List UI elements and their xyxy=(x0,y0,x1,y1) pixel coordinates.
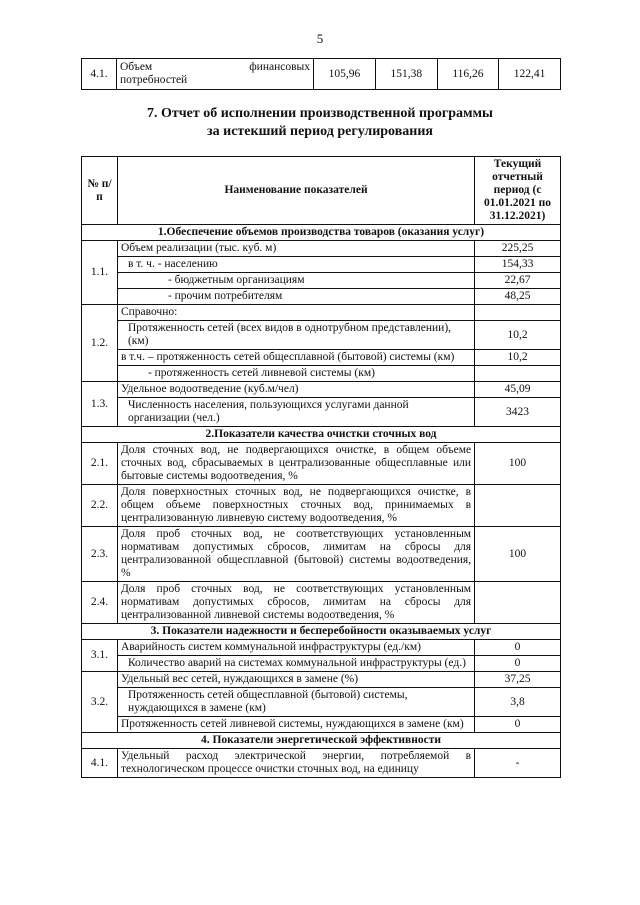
row-number: 1.2. xyxy=(82,305,118,382)
row-name-word-2: финансовых xyxy=(249,61,310,73)
table-row xyxy=(82,289,561,305)
row-value: 37,25 xyxy=(475,672,561,688)
row-value xyxy=(475,485,561,527)
table-row xyxy=(82,59,561,90)
row-name: Объем реализации (тыс. куб. м) xyxy=(117,241,474,257)
table-row xyxy=(82,273,561,289)
row-name: Доля сточных вод, не подвергающихся очистке, в общем объеме сточных вод, сбрасываемых в централизованные общесплавные или бытовые системы водоотведения, % xyxy=(117,443,474,485)
row-name: Справочно: xyxy=(117,305,474,321)
section-title: 1.Обеспечение объемов производства товаров (оказания услуг) xyxy=(82,225,561,241)
row-value: 3,8 xyxy=(475,688,561,717)
row-number: 3.2. xyxy=(82,672,118,733)
row-name: Удельный вес сетей, нуждающихся в замене (%) xyxy=(117,672,474,688)
section-row xyxy=(82,427,561,443)
section-row xyxy=(82,624,561,640)
table-row xyxy=(82,656,561,672)
row-name: - прочим потребителям xyxy=(117,289,474,305)
header-number: № п/п xyxy=(82,157,118,225)
financial-needs-table xyxy=(81,58,561,90)
row-name: в т. ч. - населению xyxy=(117,257,474,273)
row-value: 10,2 xyxy=(475,321,561,350)
table-row xyxy=(82,366,561,382)
row-name: Доля проб сточных вод, не соответствующих установленным нормативам допустимых сбросов, лимитам на сбросы для централизованной ливневой системы водоотведения, % xyxy=(117,582,474,624)
row-number: 2.1. xyxy=(82,443,118,485)
table-row xyxy=(82,350,561,366)
value-cell: 116,26 xyxy=(437,59,498,90)
row-value: 48,25 xyxy=(475,289,561,305)
value-cell: 122,41 xyxy=(499,59,561,90)
row-value: 0 xyxy=(475,656,561,672)
row-number: 2.3. xyxy=(82,527,118,582)
row-number: 2.4. xyxy=(82,582,118,624)
row-value: 45,09 xyxy=(475,382,561,398)
row-value: 154,33 xyxy=(475,257,561,273)
row-value: 0 xyxy=(475,717,561,733)
row-number: 1.1. xyxy=(82,241,118,305)
table-row xyxy=(82,527,561,582)
row-name: Удельный расход электрической энергии, потребляемой в технологическом процессе очистки сточных вод, на единицу xyxy=(117,749,474,778)
row-name: Количество аварий на системах коммунальной инфраструктуры (ед.) xyxy=(117,656,474,672)
value-cell: 151,38 xyxy=(375,59,437,90)
row-number: 4.1. xyxy=(82,59,117,90)
table-row xyxy=(82,398,561,427)
table-row xyxy=(82,241,561,257)
row-number: 4.1. xyxy=(82,749,118,778)
row-name: Аварийность систем коммунальной инфраструктуры (ед./км) xyxy=(117,640,474,656)
row-value xyxy=(475,366,561,382)
row-name: Протяженность сетей (всех видов в однотрубном представлении), (км) xyxy=(117,321,474,350)
row-value: 100 xyxy=(475,527,561,582)
table-row xyxy=(82,749,561,778)
row-number: 2.2. xyxy=(82,485,118,527)
row-name-line-2: потребностей xyxy=(120,74,188,86)
heading-line-1: 7. Отчет об исполнении производственной программы xyxy=(146,106,493,121)
table-row xyxy=(82,257,561,273)
table-row xyxy=(82,382,561,398)
section-title: 3. Показатели надежности и бесперебойности оказываемых услуг xyxy=(82,624,561,640)
row-name: Удельное водоотведение (куб.м/чел) xyxy=(117,382,474,398)
row-name: Протяженность сетей ливневой системы, нуждающихся в замене (км) xyxy=(117,717,474,733)
row-name xyxy=(117,59,314,90)
row-number: 1.3. xyxy=(82,382,118,427)
row-value: 22,67 xyxy=(475,273,561,289)
row-value: 0 xyxy=(475,640,561,656)
row-value: - xyxy=(475,749,561,778)
row-value: 225,25 xyxy=(475,241,561,257)
row-name: Численность населения, пользующихся услугами данной организации (чел.) xyxy=(117,398,474,427)
section-row xyxy=(82,225,561,241)
table-row xyxy=(82,640,561,656)
table-row xyxy=(82,688,561,717)
header-period: Текущий отчетный период (с 01.01.2021 по 31.12.2021) xyxy=(475,157,561,225)
header-name: Наименование показателей xyxy=(117,157,474,225)
page-number: 5 xyxy=(316,31,324,46)
row-value: 3423 xyxy=(475,398,561,427)
section-title: 2.Показатели качества очистки сточных вод xyxy=(82,427,561,443)
table-row xyxy=(82,443,561,485)
production-report-table xyxy=(81,156,561,778)
table-row xyxy=(82,672,561,688)
table-row xyxy=(82,321,561,350)
row-name-word-1: Объем xyxy=(120,61,153,73)
section-row xyxy=(82,733,561,749)
row-value: 100 xyxy=(475,443,561,485)
heading-line-2: за истекший период регулирования xyxy=(207,124,433,139)
table-row xyxy=(82,485,561,527)
section-heading xyxy=(0,105,640,141)
row-value: 10,2 xyxy=(475,350,561,366)
row-name: в т.ч. – протяженность сетей общесплавной (бытовой) системы (км) xyxy=(117,350,474,366)
table-row xyxy=(82,717,561,733)
row-name: Доля поверхностных сточных вод, не подвергающихся очистке, в общем объеме поверхностных сточных вод, принимаемых в централизованную ливневую систему водоотведения, % xyxy=(117,485,474,527)
row-name: - протяженность сетей ливневой системы (км) xyxy=(117,366,474,382)
table-row xyxy=(82,582,561,624)
table-row xyxy=(82,305,561,321)
row-name: Доля проб сточных вод, не соответствующих установленным нормативам допустимых сбросов, лимитам на сбросы для централизованной общесплавной (бытовой) системы водоотведения, % xyxy=(117,527,474,582)
table-header-row xyxy=(82,157,561,225)
row-name: - бюджетным организациям xyxy=(117,273,474,289)
row-number: 3.1. xyxy=(82,640,118,672)
section-title: 4. Показатели энергетической эффективности xyxy=(82,733,561,749)
row-name: Протяженность сетей общесплавной (бытовой) системы, нуждающихся в замене (км) xyxy=(117,688,474,717)
row-value xyxy=(475,582,561,624)
value-cell: 105,96 xyxy=(314,59,376,90)
